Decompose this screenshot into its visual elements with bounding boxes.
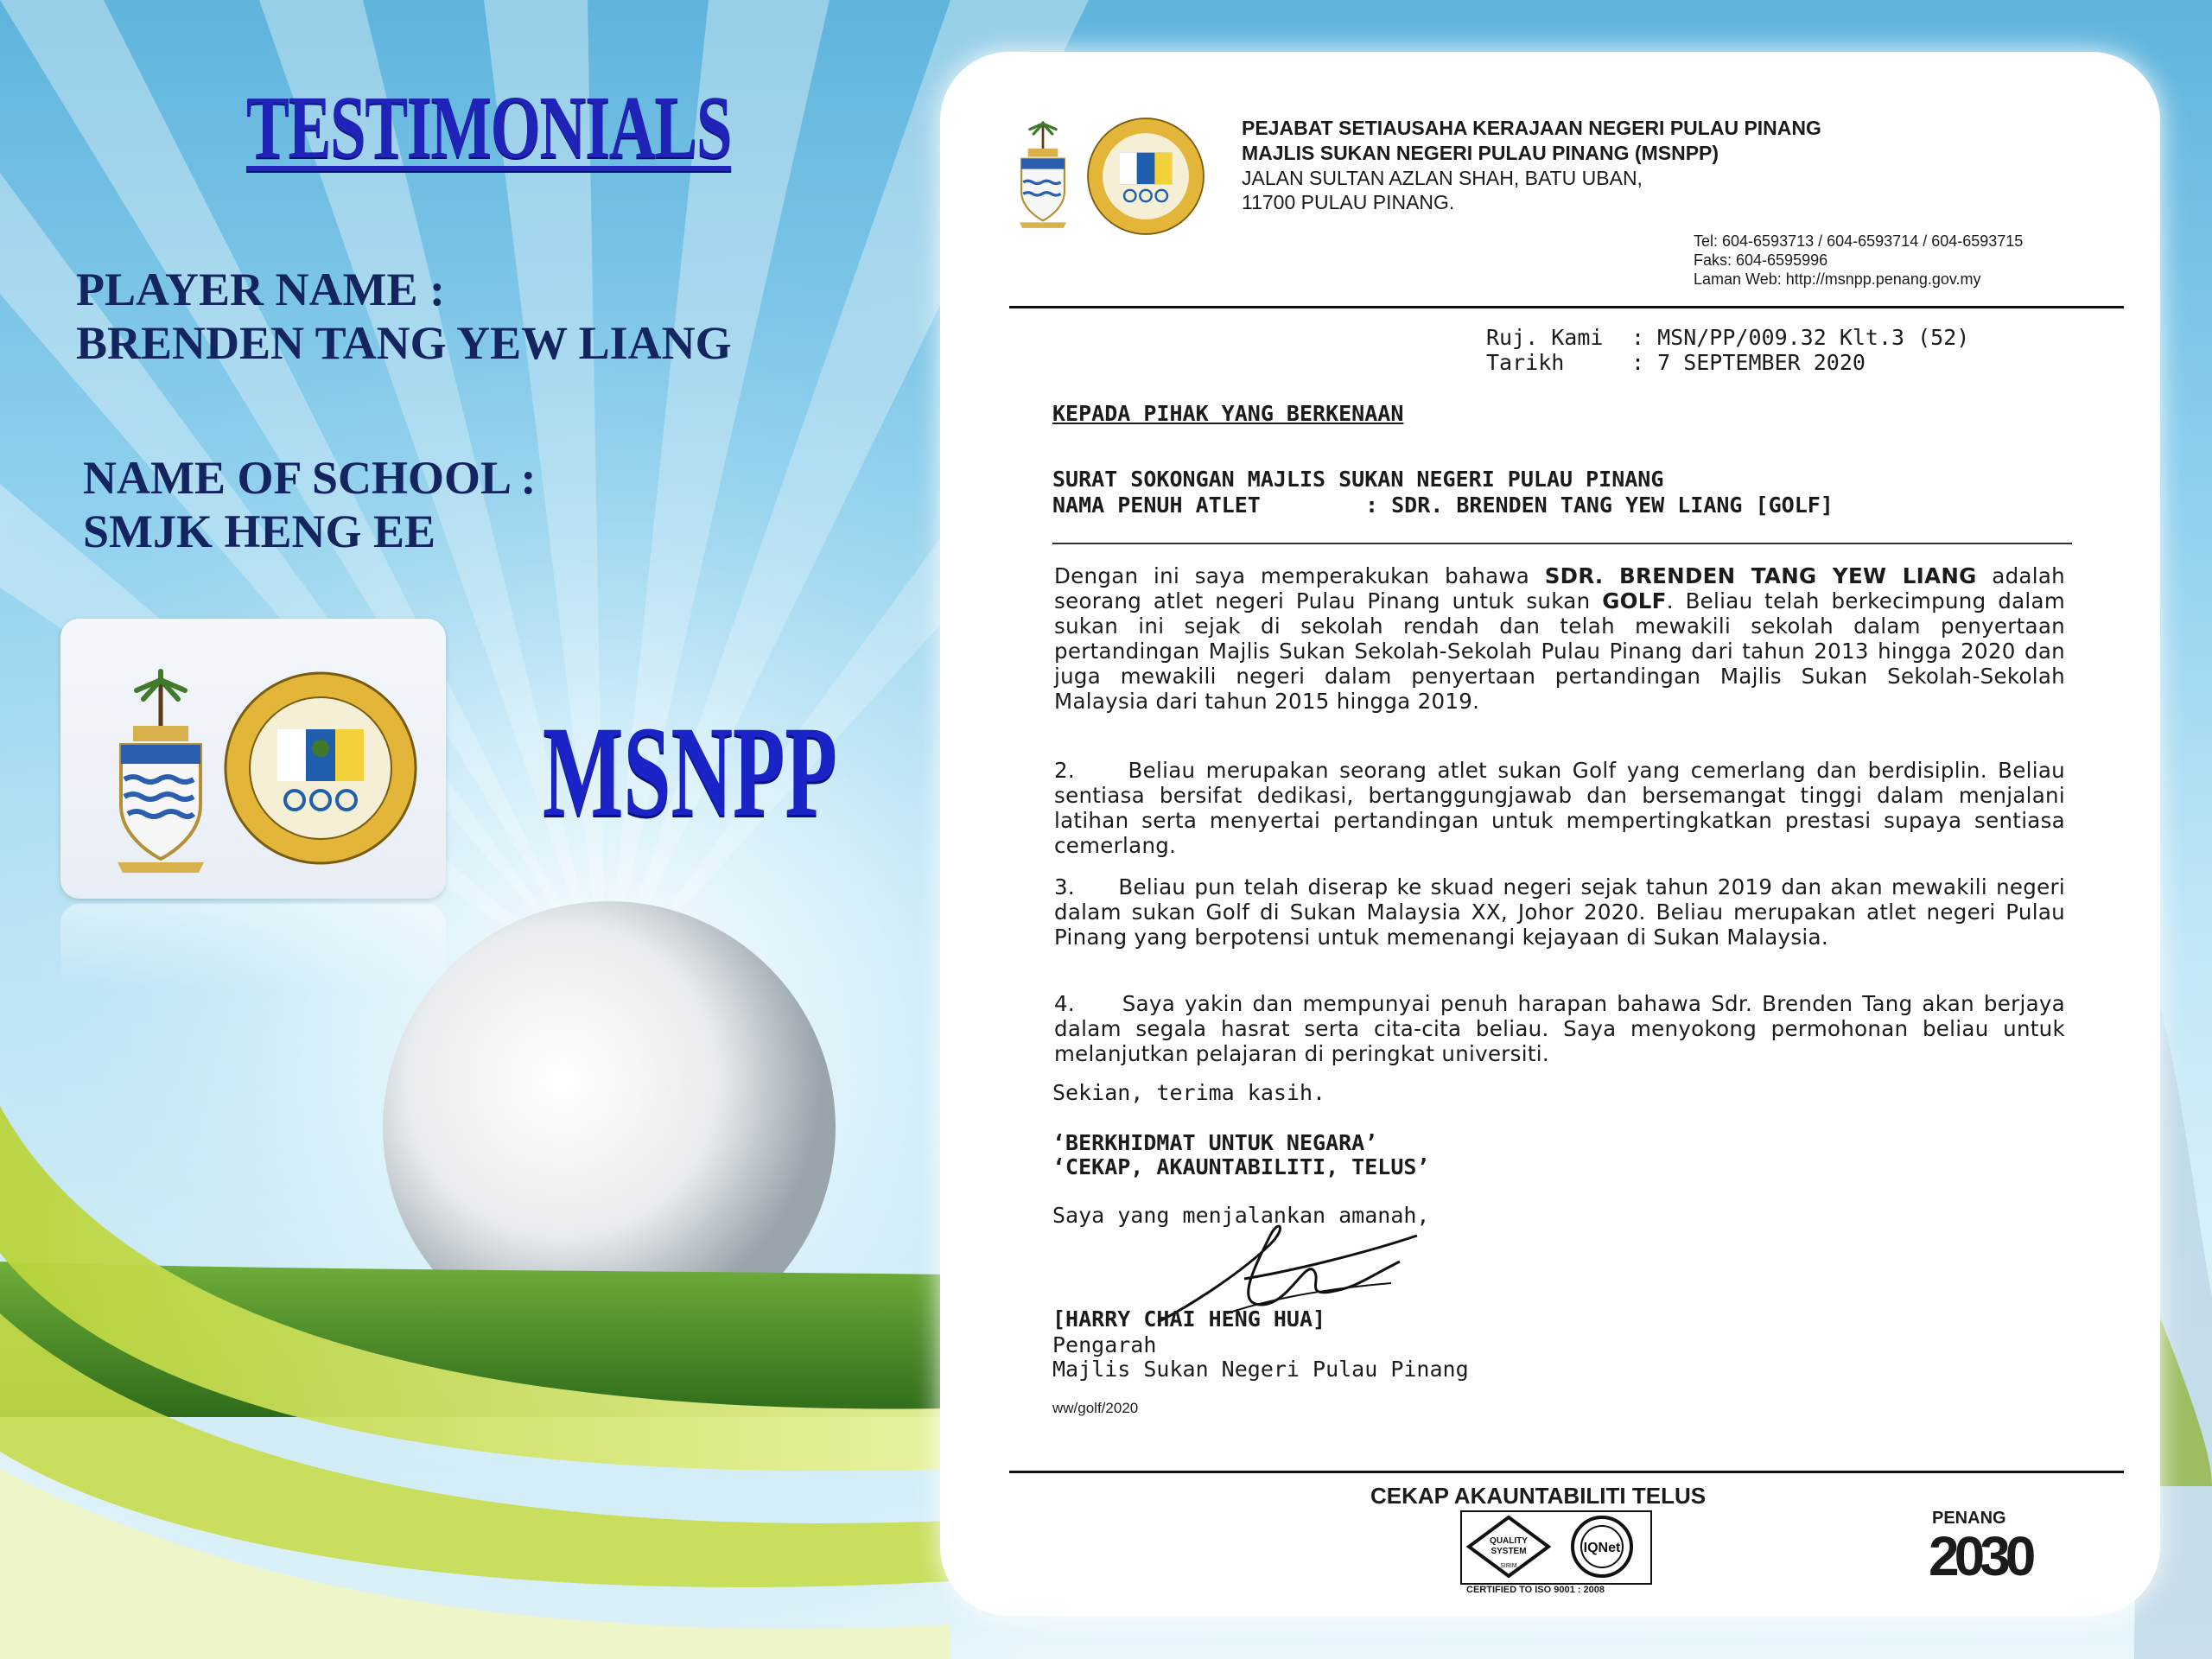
subject-name-value: : SDR. BRENDEN TANG YEW LIANG [GOLF] — [1365, 493, 1834, 518]
player-name-value: BRENDEN TANG YEW LIANG — [76, 317, 732, 369]
paragraph-1 — [1054, 563, 2065, 714]
penang-2030-year: 2030 — [1929, 1525, 2031, 1587]
footer-motto: CEKAP AKAUNTABILITI TELUS — [1370, 1483, 1707, 1509]
logo-card — [60, 619, 446, 899]
file-reference: ww/golf/2020 — [1052, 1400, 1139, 1416]
school-name-label: NAME OF SCHOOL : — [83, 452, 537, 504]
signatory-name: [HARRY CHAI HENG HUA] — [1052, 1306, 1326, 1332]
letterhead-address-line1: JALAN SULTAN AZLAN SHAH, BATU UBAN, — [1242, 167, 1643, 189]
subject-divider — [1052, 543, 2072, 544]
certification-badges — [1460, 1510, 1652, 1585]
paragraph-1-athlete-name: SDR. BRENDEN TANG YEW LIANG — [1544, 563, 1977, 588]
paragraph-1-rest: . Beliau telah berkecimpung dalam sukan ini sejak di sekolah rendah dan telah mewakili sekolah dalam penyertaan pertandingan Majlis Sukan Sekolah-Sekolah Pulau Pinang dari tahun 2013 hingga 2020 dan juga mewakili negeri dalam penyertaan pertandingan Majlis Sukan Sekolah-Sekolah Malaysia dari tahun 2015 hingga 2019. — [1054, 588, 2066, 714]
svg-text:SIRIM: SIRIM — [1500, 1563, 1517, 1569]
footer-divider — [1009, 1471, 2124, 1473]
date-value: : 7 SEPTEMBER 2020 — [1631, 350, 1866, 375]
iso-certification: CERTIFIED TO ISO 9001 : 2008 — [1466, 1585, 1605, 1595]
msnpp-wordmark: MSNPP — [543, 700, 837, 843]
reference-value: : MSN/PP/009.32 Klt.3 (52) — [1631, 325, 1970, 350]
letterhead-divider — [1009, 306, 2124, 308]
letterhead-tel: Tel: 604-6593713 / 604-6593714 / 604-6593715 — [1694, 232, 2024, 250]
motto-line2: ‘CEKAP, AKAUNTABILITI, TELUS’ — [1052, 1154, 1430, 1179]
quality-system-badge-icon — [1465, 1514, 1552, 1580]
signatory-organisation: Majlis Sukan Negeri Pulau Pinang — [1052, 1357, 1469, 1382]
paragraph-3: 3. Beliau pun telah diserap ke skuad negeri sejak tahun 2019 dan akan mewakili negeri dalam sukan Golf di Sukan Malaysia XX, Johor 2020. Beliau merupakan atlet negeri Pulau Pinang yang berpotensi untuk memenangi kejayaan di Sukan Malaysia. — [1054, 874, 2065, 950]
letterhead-msnpp-seal-icon — [1080, 116, 1211, 237]
paragraph-1-mid: adalah seorang atlet negeri Pulau Pinang untuk sukan — [1054, 563, 2065, 613]
msnpp-seal-icon — [221, 669, 420, 868]
closing: Sekian, terima kasih. — [1052, 1080, 1326, 1105]
logo-reflection — [60, 904, 446, 990]
penang-2030-label: PENANG — [1932, 1509, 2006, 1528]
player-name-label: PLAYER NAME : — [76, 264, 446, 315]
penang-crest-icon — [109, 667, 213, 874]
svg-text:SYSTEM: SYSTEM — [1491, 1547, 1527, 1556]
reference-label: Ruj. Kami — [1486, 325, 1604, 350]
player-info — [76, 263, 732, 370]
svg-text:QUALITY: QUALITY — [1490, 1536, 1528, 1546]
paragraph-2: 2. Beliau merupakan seorang atlet sukan Golf yang cemerlang dan berdisiplin. Beliau sentiasa bersifat dedikasi, bertanggungjawab dan bersemangat tinggi dalam menjalani latihan serta menyertai pertandingan untuk mempertingkatkan prestasi supaya sentiasa cemerlang. — [1054, 758, 2065, 858]
school-name-value: SMJK HENG EE — [83, 505, 436, 557]
letterhead-penang-crest-icon — [1011, 117, 1075, 229]
salutation: KEPADA PIHAK YANG BERKENAAN — [1052, 401, 1404, 426]
paragraph-1-sport: GOLF — [1602, 588, 1667, 613]
svg-text:IQNet: IQNet — [1583, 1541, 1621, 1555]
subject-name-label: NAMA PENUH ATLET — [1052, 493, 1261, 518]
letterhead-org-line2: MAJLIS SUKAN NEGERI PULAU PINANG (MSNPP) — [1242, 142, 1719, 164]
slide-title: TESTIMONIALS — [246, 78, 732, 177]
paragraph-1-intro: Dengan ini saya memperakukan bahawa — [1054, 563, 1545, 588]
letterhead-org-line1: PEJABAT SETIAUSAHA KERAJAAN NEGERI PULAU PINANG — [1242, 117, 1821, 139]
subject-line: SURAT SOKONGAN MAJLIS SUKAN NEGERI PULAU PINANG — [1052, 467, 1664, 492]
letterhead-fax: Faks: 604-6595996 — [1694, 251, 1828, 269]
letterhead-address-line2: 11700 PULAU PINANG. — [1242, 191, 1455, 213]
motto-line1: ‘BERKHIDMAT UNTUK NEGARA’ — [1052, 1130, 1378, 1155]
school-info — [83, 451, 537, 558]
date-label: Tarikh — [1486, 350, 1565, 375]
paragraph-4: 4. Saya yakin dan mempunyai penuh harapan bahawa Sdr. Brenden Tang akan berjaya dalam segala hasrat serta cita-cita beliau. Saya menyokong permohonan beliau untuk melanjutkan pelajaran di peringkat universiti. — [1054, 991, 2065, 1066]
iqnet-badge-icon — [1559, 1514, 1645, 1580]
trust-line: Saya yang menjalankan amanah, — [1052, 1203, 1430, 1228]
signatory-position: Pengarah — [1052, 1332, 1157, 1357]
letterhead-web: Laman Web: http://msnpp.penang.gov.my — [1694, 270, 1981, 288]
